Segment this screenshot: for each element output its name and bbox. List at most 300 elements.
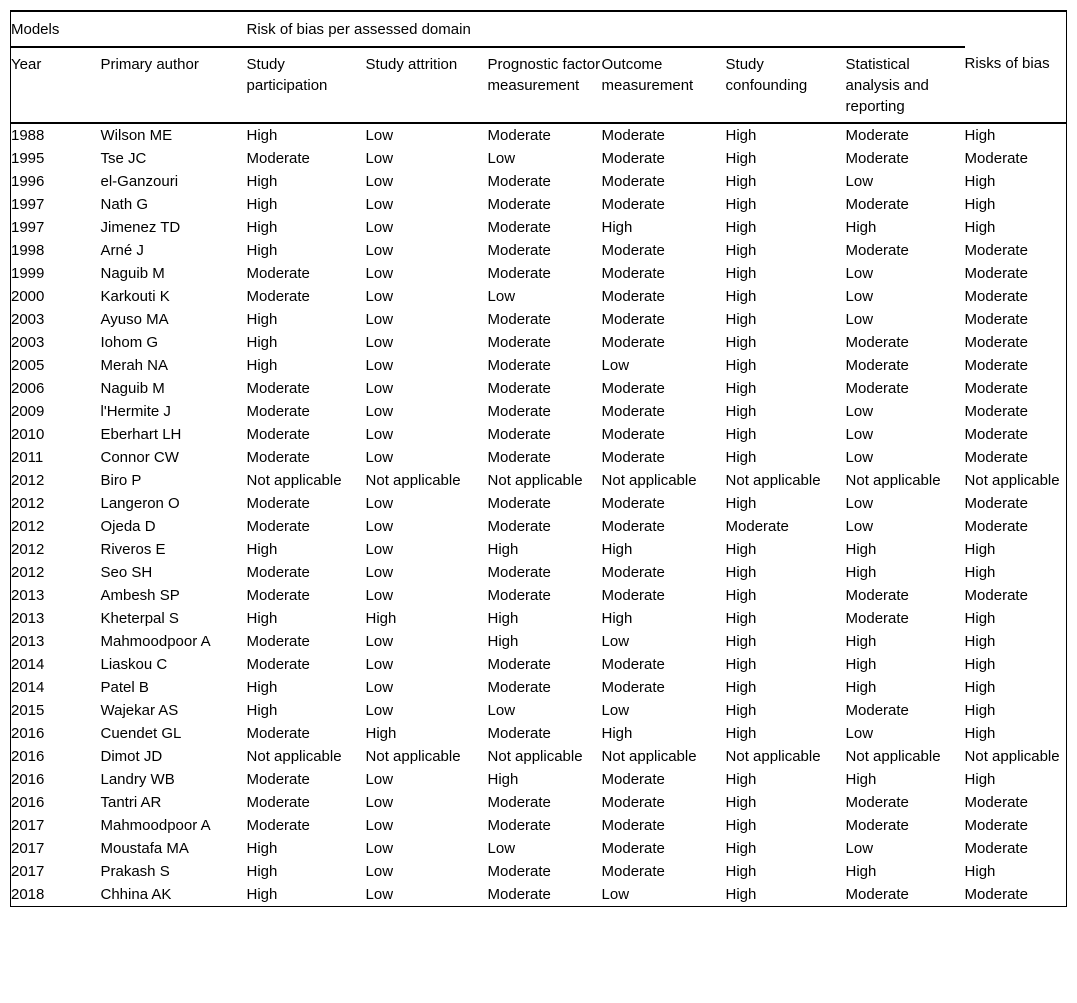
rating-cell: High <box>964 633 996 650</box>
rating-cell: High <box>246 863 278 880</box>
rating-cell: High <box>725 817 757 834</box>
rating-cell: Moderate <box>964 426 1028 443</box>
year-cell: 2012 <box>11 541 45 558</box>
rating-cell: High <box>246 334 278 351</box>
table-row <box>11 170 1067 193</box>
table-row <box>11 400 1067 423</box>
rating-cell: High <box>725 863 757 880</box>
rating-cell: Moderate <box>601 265 665 282</box>
rating-cell: Moderate <box>487 725 551 742</box>
rating-cell: Moderate <box>845 357 909 374</box>
rating-cell: High <box>725 334 757 351</box>
rating-cell: Moderate <box>845 334 909 351</box>
rating-cell: Moderate <box>246 426 310 443</box>
risk-of-bias-table <box>10 10 1067 907</box>
year-cell: 2012 <box>11 564 45 581</box>
year-cell: 2013 <box>11 633 45 650</box>
rating-cell: Moderate <box>964 242 1028 259</box>
author-cell: Naguib M <box>100 265 165 282</box>
rating-cell: Low <box>845 725 874 742</box>
rating-cell: High <box>725 771 757 788</box>
rating-cell: Not applicable <box>845 472 941 489</box>
col-header-risks-of-bias: Risks of bias <box>965 47 1067 123</box>
rating-cell: Moderate <box>246 587 310 604</box>
rating-cell: High <box>601 725 633 742</box>
rating-cell: High <box>845 564 877 581</box>
table-row <box>11 883 1067 907</box>
rating-cell: Moderate <box>487 817 551 834</box>
col-header-study-confounding: Study confounding <box>726 47 846 123</box>
year-cell: 2016 <box>11 794 45 811</box>
table-row <box>11 860 1067 883</box>
table-row <box>11 676 1067 699</box>
rating-cell: High <box>725 610 757 627</box>
author-cell: Mahmoodpoor A <box>100 817 211 834</box>
author-cell: Merah NA <box>100 357 169 374</box>
year-cell: 2016 <box>11 771 45 788</box>
rating-cell: Low <box>365 265 394 282</box>
rating-cell: Low <box>845 518 874 535</box>
rating-cell: Moderate <box>601 380 665 397</box>
author-cell: Langeron O <box>100 495 180 512</box>
rating-cell: Low <box>845 403 874 420</box>
year-cell: 2012 <box>11 518 45 535</box>
year-cell: 2012 <box>11 472 45 489</box>
rating-cell: Low <box>365 380 394 397</box>
rating-cell: Moderate <box>601 794 665 811</box>
year-cell: 2013 <box>11 610 45 627</box>
table-row <box>11 262 1067 285</box>
author-cell: Ayuso MA <box>100 311 169 328</box>
rating-cell: Low <box>365 449 394 466</box>
rating-cell: Low <box>365 357 394 374</box>
year-cell: 2011 <box>11 449 44 466</box>
rating-cell: Low <box>845 449 874 466</box>
rating-cell: High <box>725 357 757 374</box>
rating-cell: Moderate <box>845 817 909 834</box>
rating-cell: Low <box>487 288 516 305</box>
rating-cell: High <box>964 725 996 742</box>
rating-cell: Moderate <box>487 357 551 374</box>
rating-cell: Not applicable <box>246 472 342 489</box>
rating-cell: High <box>246 127 278 144</box>
table-row <box>11 561 1067 584</box>
rating-cell: Not applicable <box>964 748 1060 765</box>
table-row <box>11 515 1067 538</box>
year-cell: 2017 <box>11 817 45 834</box>
rating-cell: High <box>725 541 757 558</box>
rating-cell: Moderate <box>246 518 310 535</box>
table-row <box>11 446 1067 469</box>
rating-cell: Low <box>601 357 630 374</box>
rating-cell: High <box>845 863 877 880</box>
table-row <box>11 745 1067 768</box>
rating-cell: Moderate <box>246 817 310 834</box>
rating-cell: Moderate <box>487 564 551 581</box>
year-cell: 2000 <box>11 288 45 305</box>
table-row <box>11 308 1067 331</box>
rating-cell: High <box>246 610 278 627</box>
rating-cell: Moderate <box>601 242 665 259</box>
rating-cell: Low <box>365 518 394 535</box>
year-cell: 1996 <box>11 173 45 190</box>
rating-cell: Moderate <box>246 771 310 788</box>
rating-cell: Moderate <box>964 840 1028 857</box>
table-row <box>11 538 1067 561</box>
rating-cell: Moderate <box>487 656 551 673</box>
rating-cell: Moderate <box>964 311 1028 328</box>
author-cell: Chhina AK <box>100 886 172 903</box>
rating-cell: Low <box>845 495 874 512</box>
rating-cell: High <box>725 311 757 328</box>
rating-cell: Low <box>845 426 874 443</box>
year-cell: 2014 <box>11 679 45 696</box>
rating-cell: Moderate <box>964 495 1028 512</box>
rating-cell: Moderate <box>964 380 1028 397</box>
author-cell: Iohom G <box>100 334 159 351</box>
table-row <box>11 768 1067 791</box>
rating-cell: High <box>725 127 757 144</box>
rating-cell: High <box>487 771 519 788</box>
rating-cell: Low <box>845 265 874 282</box>
table-row <box>11 354 1067 377</box>
rating-cell: Moderate <box>487 127 551 144</box>
rating-cell: High <box>725 564 757 581</box>
rating-cell: Moderate <box>246 380 310 397</box>
rating-cell: Not applicable <box>246 748 342 765</box>
rating-cell: High <box>246 357 278 374</box>
table-row <box>11 469 1067 492</box>
year-cell: 2016 <box>11 725 45 742</box>
rating-cell: Moderate <box>487 311 551 328</box>
author-cell: Ojeda D <box>100 518 156 535</box>
rating-cell: Moderate <box>845 242 909 259</box>
rating-cell: Low <box>845 311 874 328</box>
rating-cell: Low <box>845 173 874 190</box>
rating-cell: High <box>964 127 996 144</box>
year-cell: 2003 <box>11 311 45 328</box>
rating-cell: Moderate <box>487 403 551 420</box>
rating-cell: Low <box>365 403 394 420</box>
rating-cell: Moderate <box>246 725 310 742</box>
rating-cell: High <box>487 541 519 558</box>
author-cell: Seo SH <box>100 564 153 581</box>
rating-cell: Low <box>365 426 394 443</box>
group-header-row <box>11 11 1067 47</box>
rating-cell: Moderate <box>487 219 551 236</box>
author-cell: Biro P <box>100 472 142 489</box>
rating-cell: High <box>246 840 278 857</box>
author-cell: Tantri AR <box>100 794 162 811</box>
rating-cell: Low <box>365 150 394 167</box>
rating-cell: Low <box>365 886 394 903</box>
rating-cell: Moderate <box>487 679 551 696</box>
rating-cell: High <box>365 725 397 742</box>
author-cell: Eberhart LH <box>100 426 182 443</box>
rating-cell: Moderate <box>487 518 551 535</box>
author-cell: Connor CW <box>100 449 179 466</box>
rating-cell: High <box>845 771 877 788</box>
rating-cell: Low <box>365 288 394 305</box>
author-cell: Naguib M <box>100 380 165 397</box>
rating-cell: Not applicable <box>725 748 821 765</box>
rating-cell: Moderate <box>487 426 551 443</box>
rating-cell: Not applicable <box>725 472 821 489</box>
rating-cell: Moderate <box>246 265 310 282</box>
rating-cell: Low <box>365 679 394 696</box>
rating-cell: High <box>964 610 996 627</box>
rating-cell: Low <box>365 127 394 144</box>
table-row <box>11 837 1067 860</box>
table-row <box>11 814 1067 837</box>
rating-cell: High <box>246 679 278 696</box>
table-row <box>11 653 1067 676</box>
group-header-risk-domains: Risk of bias per assessed domain <box>247 11 965 47</box>
author-cell: Riveros E <box>100 541 166 558</box>
rating-cell: Moderate <box>601 196 665 213</box>
year-cell: 2006 <box>11 380 45 397</box>
rating-cell: Moderate <box>246 633 310 650</box>
author-cell: Kheterpal S <box>100 610 179 627</box>
year-cell: 2015 <box>11 702 45 719</box>
column-header-row <box>11 47 1067 123</box>
col-header-year: Year <box>11 47 101 123</box>
table-row <box>11 630 1067 653</box>
rating-cell: High <box>487 610 519 627</box>
rating-cell: Moderate <box>246 288 310 305</box>
rating-cell: Moderate <box>246 495 310 512</box>
rating-cell: High <box>246 702 278 719</box>
rating-cell: High <box>246 173 278 190</box>
rating-cell: High <box>845 541 877 558</box>
rating-cell: High <box>601 219 633 236</box>
year-cell: 2010 <box>11 426 45 443</box>
rating-cell: Low <box>365 196 394 213</box>
group-header-spacer <box>965 11 1067 47</box>
author-cell: Prakash S <box>100 863 170 880</box>
rating-cell: Moderate <box>601 311 665 328</box>
rating-cell: Low <box>365 587 394 604</box>
rating-cell: Moderate <box>845 886 909 903</box>
rating-cell: Moderate <box>964 886 1028 903</box>
table-row <box>11 239 1067 262</box>
rating-cell: High <box>964 702 996 719</box>
rating-cell: Moderate <box>964 794 1028 811</box>
table-row <box>11 123 1067 147</box>
rating-cell: Moderate <box>601 656 665 673</box>
rating-cell: Moderate <box>246 150 310 167</box>
rating-cell: Low <box>365 242 394 259</box>
rating-cell: Low <box>365 702 394 719</box>
year-cell: 2009 <box>11 403 45 420</box>
rating-cell: Low <box>365 173 394 190</box>
rating-cell: Moderate <box>601 771 665 788</box>
col-header-study-attrition: Study attrition <box>366 47 488 123</box>
table-row <box>11 584 1067 607</box>
rating-cell: Moderate <box>601 587 665 604</box>
rating-cell: High <box>246 219 278 236</box>
col-header-statistical-analysis-reporting: Statistical analysis and reporting <box>846 47 965 123</box>
year-cell: 1998 <box>11 242 45 259</box>
rating-cell: High <box>725 656 757 673</box>
year-cell: 1999 <box>11 265 45 282</box>
rating-cell: High <box>964 679 996 696</box>
rating-cell: Low <box>365 334 394 351</box>
rating-cell: Low <box>365 817 394 834</box>
rating-cell: High <box>365 610 397 627</box>
year-cell: 2014 <box>11 656 45 673</box>
rating-cell: Not applicable <box>487 472 583 489</box>
col-header-outcome-measurement: Outcome measurement <box>602 47 726 123</box>
year-cell: 2017 <box>11 863 45 880</box>
rating-cell: High <box>725 495 757 512</box>
rating-cell: High <box>725 242 757 259</box>
group-header-models: Models <box>11 11 247 47</box>
rating-cell: High <box>725 725 757 742</box>
rating-cell: Not applicable <box>601 472 697 489</box>
rating-cell: High <box>725 173 757 190</box>
author-cell: Wajekar AS <box>100 702 179 719</box>
rating-cell: Low <box>845 288 874 305</box>
rating-cell: Moderate <box>964 288 1028 305</box>
rating-cell: Moderate <box>845 794 909 811</box>
author-cell: Karkouti K <box>100 288 170 305</box>
rating-cell: Moderate <box>487 863 551 880</box>
rating-cell: Low <box>365 219 394 236</box>
rating-cell: High <box>725 679 757 696</box>
rating-cell: Moderate <box>246 656 310 673</box>
rating-cell: Low <box>365 495 394 512</box>
rating-cell: High <box>725 196 757 213</box>
rating-cell: Moderate <box>601 817 665 834</box>
rating-cell: Moderate <box>964 449 1028 466</box>
author-cell: Cuendet GL <box>100 725 182 742</box>
author-cell: Patel B <box>100 679 149 696</box>
rating-cell: Moderate <box>601 564 665 581</box>
rating-cell: Moderate <box>964 265 1028 282</box>
rating-cell: Moderate <box>601 426 665 443</box>
table-row <box>11 377 1067 400</box>
rating-cell: Low <box>365 840 394 857</box>
rating-cell: High <box>725 840 757 857</box>
rating-cell: Moderate <box>487 265 551 282</box>
rating-cell: Low <box>601 886 630 903</box>
table-row <box>11 193 1067 216</box>
author-cell: l'Hermite J <box>100 403 171 420</box>
rating-cell: Moderate <box>487 794 551 811</box>
author-cell: Mahmoodpoor A <box>100 633 211 650</box>
table-row <box>11 722 1067 745</box>
rating-cell: Moderate <box>845 127 909 144</box>
author-cell: Nath G <box>100 196 149 213</box>
rating-cell: High <box>964 541 996 558</box>
rating-cell: High <box>964 196 996 213</box>
table-body <box>11 123 1067 907</box>
table-row <box>11 699 1067 722</box>
rating-cell: Low <box>487 150 516 167</box>
rating-cell: High <box>964 771 996 788</box>
rating-cell: Moderate <box>487 587 551 604</box>
author-cell: Tse JC <box>100 150 147 167</box>
rating-cell: Not applicable <box>845 748 941 765</box>
author-cell: Ambesh SP <box>100 587 180 604</box>
rating-cell: Not applicable <box>964 472 1060 489</box>
rating-cell: High <box>725 150 757 167</box>
author-cell: Wilson ME <box>100 127 173 144</box>
author-cell: el-Ganzouri <box>100 173 179 190</box>
rating-cell: Moderate <box>601 679 665 696</box>
col-header-primary-author: Primary author <box>101 47 247 123</box>
rating-cell: Moderate <box>487 380 551 397</box>
rating-cell: Low <box>365 794 394 811</box>
rating-cell: Moderate <box>246 403 310 420</box>
rating-cell: High <box>964 173 996 190</box>
rating-cell: Moderate <box>845 150 909 167</box>
rating-cell: Moderate <box>964 817 1028 834</box>
table-row <box>11 285 1067 308</box>
rating-cell: High <box>601 610 633 627</box>
rating-cell: Moderate <box>487 242 551 259</box>
col-header-prognostic-factor-measurement: Prognostic factor measurement <box>488 47 602 123</box>
rating-cell: Moderate <box>487 495 551 512</box>
rating-cell: Moderate <box>964 334 1028 351</box>
rating-cell: High <box>964 656 996 673</box>
year-cell: 1997 <box>11 219 45 236</box>
rating-cell: Moderate <box>964 587 1028 604</box>
rating-cell: Moderate <box>845 196 909 213</box>
rating-cell: High <box>725 449 757 466</box>
author-cell: Dimot JD <box>100 748 163 765</box>
year-cell: 2005 <box>11 357 45 374</box>
rating-cell: Low <box>487 702 516 719</box>
rating-cell: Low <box>365 541 394 558</box>
rating-cell: Moderate <box>845 610 909 627</box>
rating-cell: Moderate <box>845 702 909 719</box>
rating-cell: High <box>845 633 877 650</box>
rating-cell: High <box>964 863 996 880</box>
rating-cell: Not applicable <box>487 748 583 765</box>
rating-cell: High <box>725 886 757 903</box>
rating-cell: Moderate <box>601 495 665 512</box>
author-cell: Landry WB <box>100 771 175 788</box>
rating-cell: Moderate <box>845 380 909 397</box>
rating-cell: Low <box>845 840 874 857</box>
rating-cell: Low <box>365 771 394 788</box>
table-row <box>11 423 1067 446</box>
rating-cell: Moderate <box>601 127 665 144</box>
rating-cell: Moderate <box>246 449 310 466</box>
rating-cell: High <box>246 541 278 558</box>
rating-cell: High <box>725 587 757 604</box>
author-cell: Liaskou C <box>100 656 168 673</box>
year-cell: 1997 <box>11 196 45 213</box>
author-cell: Moustafa MA <box>100 840 189 857</box>
year-cell: 2013 <box>11 587 45 604</box>
rating-cell: Not applicable <box>601 748 697 765</box>
rating-cell: High <box>725 794 757 811</box>
rating-cell: High <box>725 219 757 236</box>
year-cell: 2003 <box>11 334 45 351</box>
table-row <box>11 607 1067 630</box>
rating-cell: High <box>845 219 877 236</box>
rating-cell: Moderate <box>601 150 665 167</box>
rating-cell: High <box>725 633 757 650</box>
rating-cell: High <box>845 679 877 696</box>
table-row <box>11 216 1067 239</box>
rating-cell: High <box>246 242 278 259</box>
rating-cell: Not applicable <box>365 748 461 765</box>
rating-cell: Moderate <box>487 196 551 213</box>
